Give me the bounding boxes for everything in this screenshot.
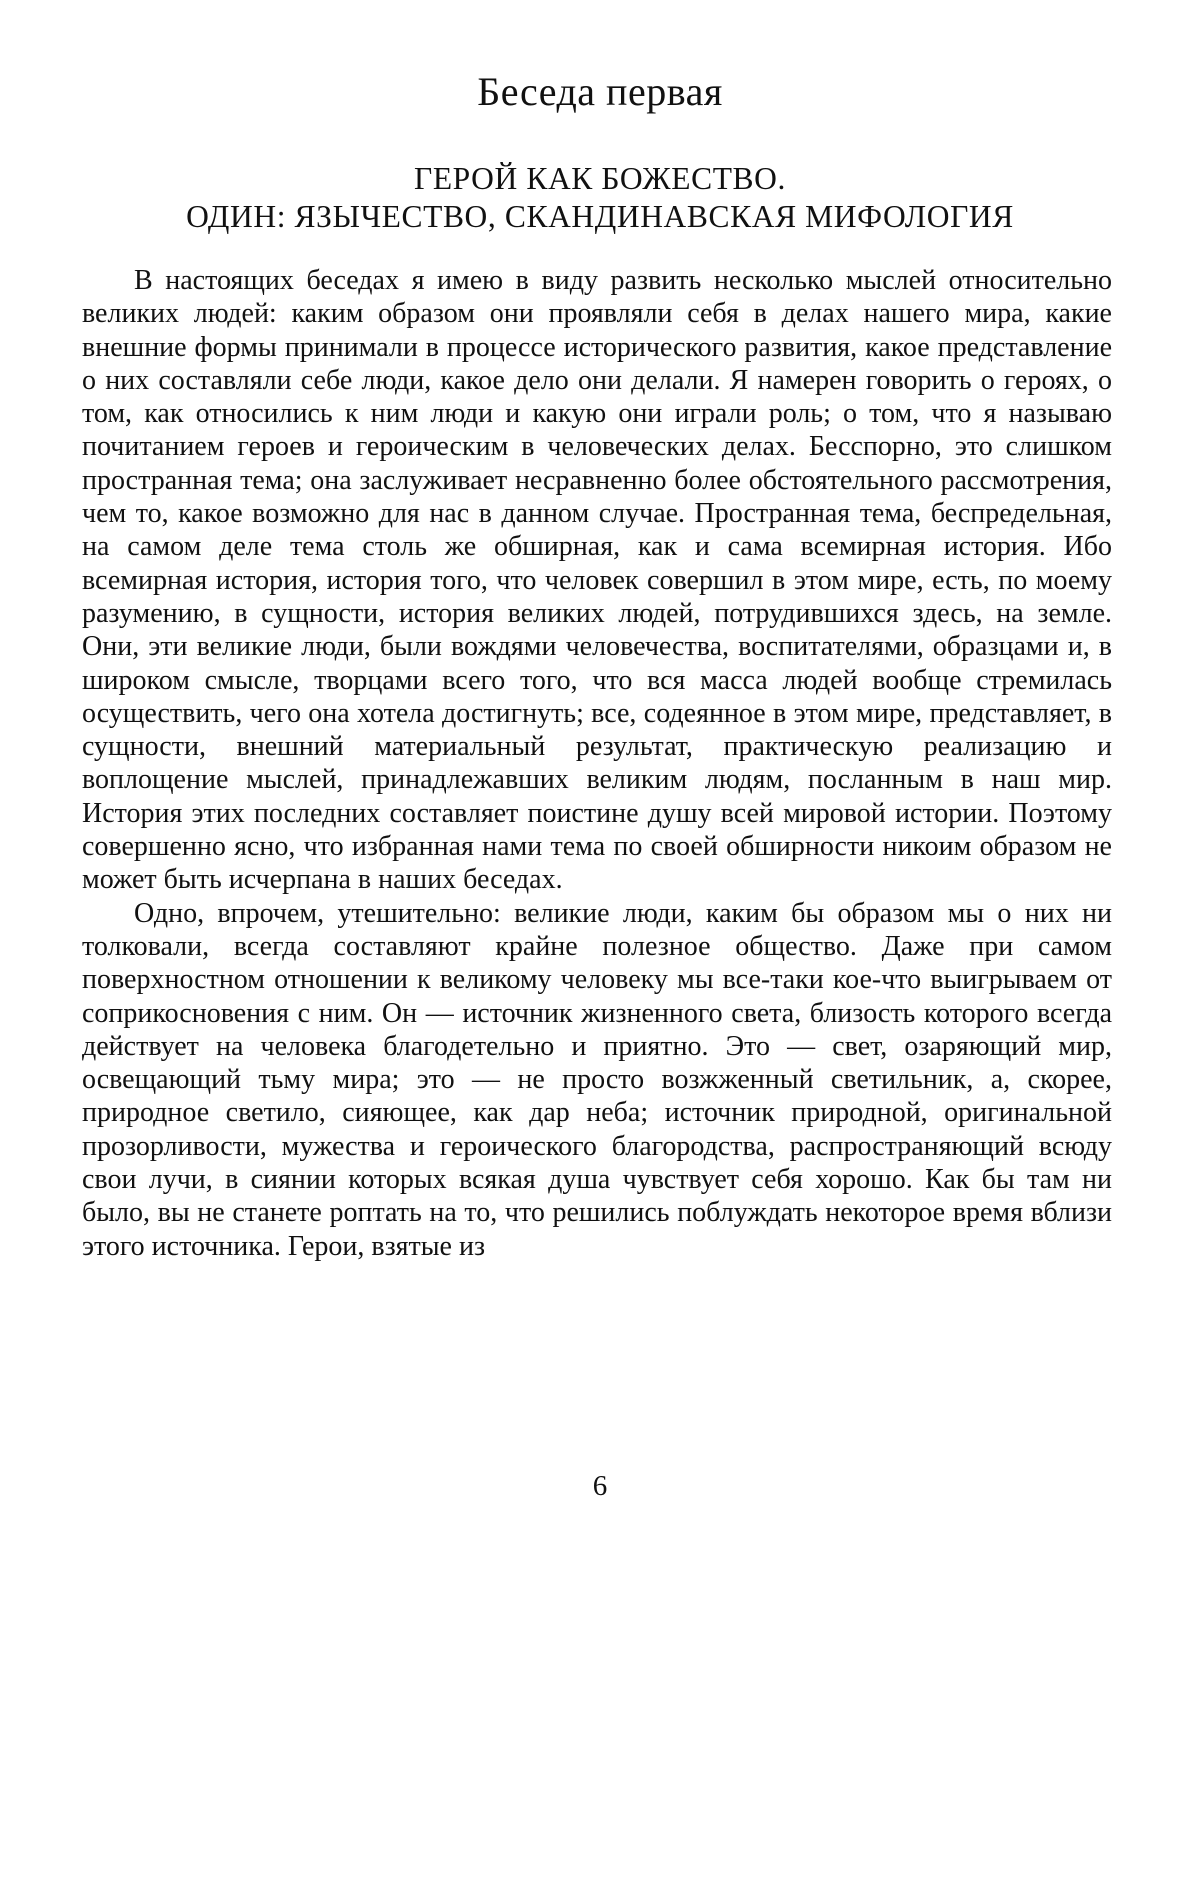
paragraph-2: Одно, впрочем, утешительно: великие люди, каким бы образом мы о них ни толковали, всегда составляют крайне полезное общество. Даже при самом поверхностном отношении к великому человеку мы все-таки кое-что выигрываем от соприкосновения с ним. Он — источник жизненного света, близость которого всегда действует на человека благодетельно и приятно. Это — свет, озаряющий мир, освещающий тьму мира; это — не просто возжженный светильник, а, скорее, природное светило, сияющее, как дар неба; источник природной, оригинальной прозорливости, мужества и героического благородства, распространяющий всюду свои лучи, в сиянии которых всякая душа чувствует себя хорошо. Как бы там ни было, вы не станете роптать на то, что решились поблуждать некоторое время вблизи этого источника. Герои, взятые из (82, 897, 1112, 1263)
chapter-title-line-1: ГЕРОЙ КАК БОЖЕСТВО. (0, 160, 1200, 198)
chapter-title (0, 160, 1200, 236)
book-page (0, 0, 1200, 1893)
body-text (82, 264, 1112, 1263)
page-number: 6 (0, 1470, 1200, 1503)
paragraph-1: В настоящих беседах я имею в виду развить несколько мыслей относительно великих людей: каким образом они проявляли себя в делах нашего мира, какие внешние формы принимали в процессе исторического развития, какое представление о них составляли себе люди, какое дело они делали. Я намерен говорить о героях, о том, как относились к ним люди и какую они играли роль; о том, что я называю почитанием героев и героическим в человеческих делах. Бесспорно, это слишком пространная тема; она заслуживает несравненно более обстоятельного рассмотрения, чем то, какое возможно для нас в данном случае. Пространная тема, беспредельная, на самом деле тема столь же обширная, как и сама всемирная история. Ибо всемирная история, история того, что человек совершил в этом мире, есть, по моему разумению, в сущности, история великих людей, потрудившихся здесь, на земле. Они, эти великие люди, были вождями человечества, воспитателями, образцами и, в широком смысле, творцами всего того, что вся масса людей вообще стремилась осуществить, чего она хотела достигнуть; все, содеянное в этом мире, представляет, в сущности, внешний материальный результат, практическую реализацию и воплощение мыслей, принадлежавших великим людям, посланным в наш мир. История этих последних составляет поистине душу всей мировой истории. Поэтому совершенно ясно, что избранная нами тема по своей обширности никоим образом не может быть исчерпана в наших беседах. (82, 264, 1112, 897)
chapter-heading: Беседа первая (0, 68, 1200, 115)
chapter-title-line-2: ОДИН: ЯЗЫЧЕСТВО, СКАНДИНАВСКАЯ МИФОЛОГИЯ (0, 198, 1200, 236)
